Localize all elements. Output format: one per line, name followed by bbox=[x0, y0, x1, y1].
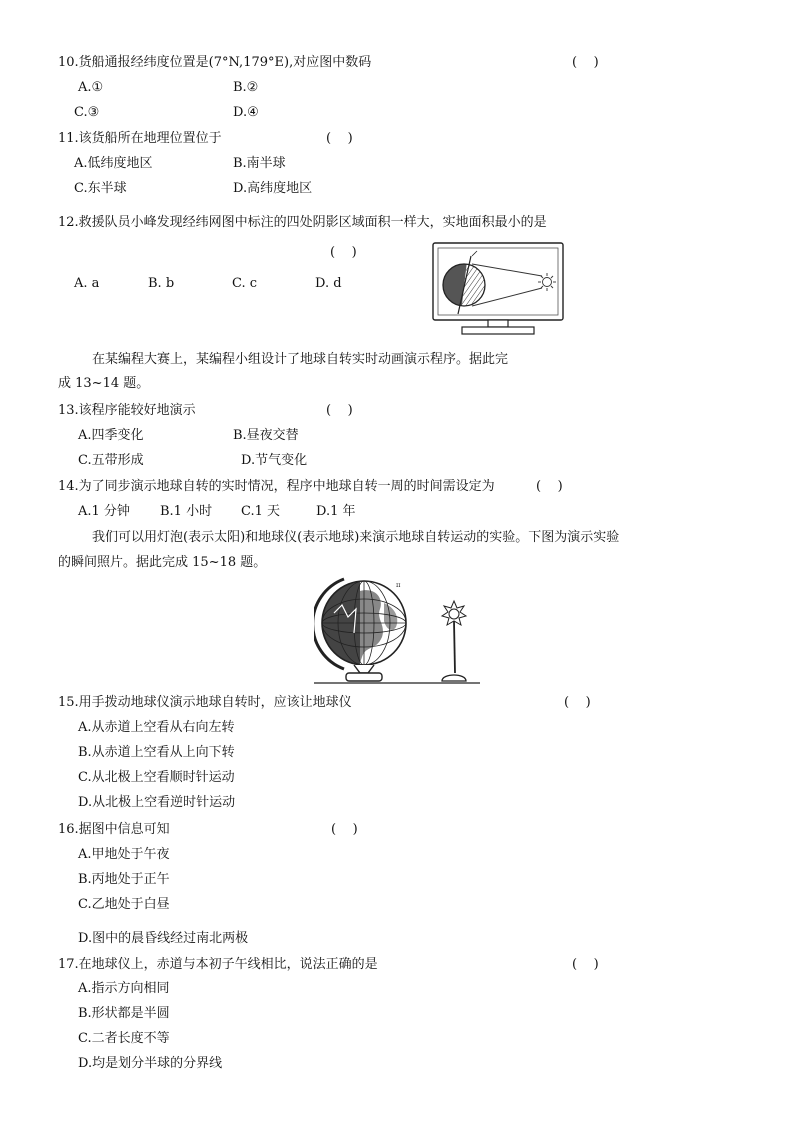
intro-15-18-line2: 的瞬间照片。据此完成 15~18 题。 bbox=[58, 555, 267, 570]
q16-option-d[interactable]: D.图中的晨昏线经过南北两极 bbox=[78, 931, 249, 946]
q17-option-c[interactable]: C.二者长度不等 bbox=[78, 1031, 170, 1046]
q10-option-d[interactable]: D.④ bbox=[233, 105, 259, 120]
q17-option-b[interactable]: B.形状都是半圆 bbox=[78, 1006, 170, 1021]
q13-stem: 13.该程序能较好地演示 bbox=[58, 403, 196, 418]
q15-answer-paren[interactable]: ( ) bbox=[564, 695, 591, 710]
q12-stem: 12.救援队员小峰发现经纬网图中标注的四处阴影区域面积一样大，实地面积最小的是 bbox=[58, 215, 547, 230]
q13-option-a[interactable]: A.四季变化 bbox=[78, 428, 144, 443]
monitor-neck bbox=[488, 320, 508, 327]
q14-option-a[interactable]: A.1 分钟 bbox=[78, 504, 130, 519]
intro-13-14-line1: 在某编程大赛上，某编程小组设计了地球自转实时动画演示程序。据此完 bbox=[92, 352, 509, 367]
q16-answer-paren[interactable]: ( ) bbox=[331, 822, 358, 837]
q16-option-b[interactable]: B.丙地处于正午 bbox=[78, 872, 170, 887]
q10-answer-paren[interactable]: ( ) bbox=[572, 55, 599, 70]
q15-stem: 15.用手拨动地球仪演示地球自转时，应该让地球仪 bbox=[58, 695, 352, 710]
q14-option-b[interactable]: B.1 小时 bbox=[160, 504, 213, 519]
q14-option-c[interactable]: C.1 天 bbox=[241, 504, 281, 519]
q10-option-a[interactable]: A.① bbox=[78, 80, 104, 95]
q16-option-c[interactable]: C.乙地处于白昼 bbox=[78, 897, 170, 912]
globe-stand-base bbox=[346, 673, 382, 681]
q13-answer-paren[interactable]: ( ) bbox=[326, 403, 353, 418]
q17-option-a[interactable]: A.指示方向相同 bbox=[78, 981, 170, 996]
monitor-earth-sun-figure bbox=[432, 242, 568, 338]
q17-answer-paren[interactable]: ( ) bbox=[572, 957, 599, 972]
q12-option-b[interactable]: B. b bbox=[148, 276, 175, 291]
q10-option-c[interactable]: C.③ bbox=[74, 105, 100, 120]
q15-option-a[interactable]: A.从赤道上空看从右向左转 bbox=[78, 720, 235, 735]
q12-answer-paren[interactable]: ( ) bbox=[330, 245, 357, 260]
q15-option-c[interactable]: C.从北极上空看顺时针运动 bbox=[78, 770, 235, 785]
q11-option-c[interactable]: C.东半球 bbox=[74, 181, 127, 196]
q10-stem: 10.货船通报经纬度位置是(7°N,179°E),对应图中数码 bbox=[58, 55, 372, 70]
q17-option-d[interactable]: D.均是划分半球的分界线 bbox=[78, 1056, 223, 1071]
globe-lamp-experiment-figure bbox=[314, 573, 480, 689]
q12-option-a[interactable]: A. a bbox=[74, 276, 100, 291]
q11-option-a[interactable]: A.低纬度地区 bbox=[74, 156, 153, 171]
q10-option-b[interactable]: B.② bbox=[233, 80, 259, 95]
q16-stem: 16.据图中信息可知 bbox=[58, 822, 170, 837]
q14-answer-paren[interactable]: ( ) bbox=[536, 479, 563, 494]
q11-option-b[interactable]: B.南半球 bbox=[233, 156, 286, 171]
lamp-sun-icon bbox=[442, 601, 466, 681]
q13-option-b[interactable]: B.昼夜交替 bbox=[233, 428, 299, 443]
q12-option-d[interactable]: D. d bbox=[315, 276, 342, 291]
q11-answer-paren[interactable]: ( ) bbox=[326, 131, 353, 146]
q13-option-c[interactable]: C.五带形成 bbox=[78, 453, 144, 468]
q15-option-d[interactable]: D.从北极上空看逆时针运动 bbox=[78, 795, 236, 810]
q16-option-a[interactable]: A.甲地处于午夜 bbox=[78, 847, 170, 862]
q12-option-c[interactable]: C. c bbox=[232, 276, 258, 291]
q11-option-d[interactable]: D.高纬度地区 bbox=[233, 181, 313, 196]
q14-stem: 14.为了同步演示地球自转的实时情况，程序中地球自转一周的时间需设定为 bbox=[58, 479, 495, 494]
globe-marker-label: ɪɪ bbox=[396, 582, 401, 589]
q17-stem: 17.在地球仪上，赤道与本初子午线相比，说法正确的是 bbox=[58, 957, 378, 972]
globe-stand-neck bbox=[354, 665, 374, 673]
q11-stem: 11.该货船所在地理位置位于 bbox=[58, 131, 222, 146]
monitor-stand bbox=[462, 327, 534, 334]
intro-13-14-line2: 成 13~14 题。 bbox=[58, 376, 150, 391]
q15-option-b[interactable]: B.从赤道上空看从上向下转 bbox=[78, 745, 235, 760]
q13-option-d[interactable]: D.节气变化 bbox=[241, 453, 308, 468]
intro-15-18-line1: 我们可以用灯泡(表示太阳)和地球仪(表示地球)来演示地球自转运动的实验。下图为演示实验 bbox=[92, 530, 620, 545]
q14-option-d[interactable]: D.1 年 bbox=[316, 504, 356, 519]
